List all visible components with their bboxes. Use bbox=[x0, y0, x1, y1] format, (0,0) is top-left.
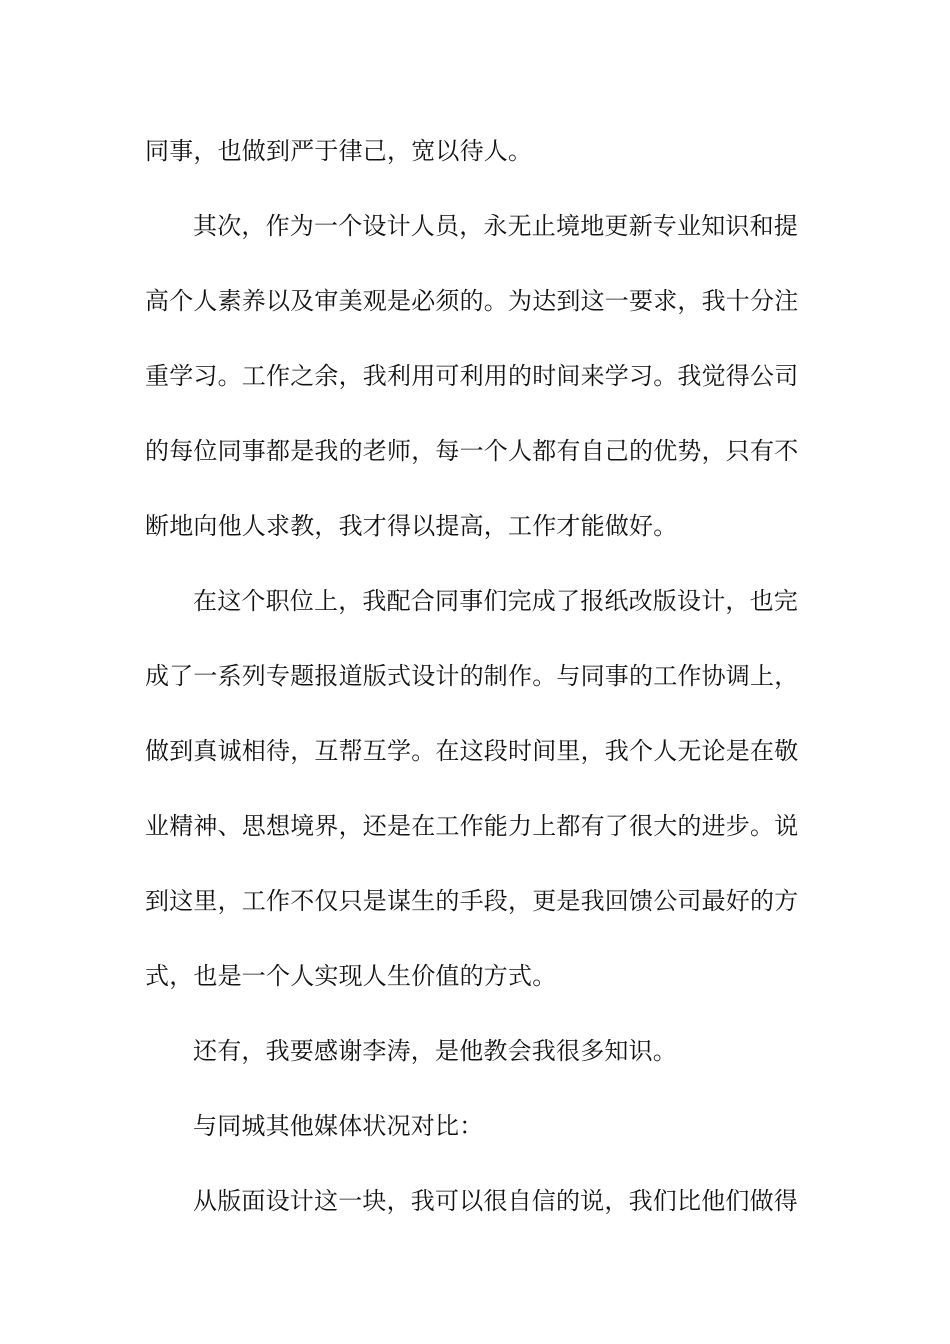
text-line: 到这里，工作不仅只是谋生的手段，更是我回馈公司最好的方 bbox=[145, 887, 799, 915]
paragraph-first-line: 从版面设计这一块，我可以很自信的说，我们比他们做得 bbox=[193, 1187, 798, 1215]
text-line: 重学习。工作之余，我利用可利用的时间来学习。我觉得公司 bbox=[145, 362, 799, 390]
text-line: 业精神、思想境界，还是在工作能力上都有了很大的进步。说 bbox=[145, 812, 799, 840]
text-line: 高个人素养以及审美观是必须的。为达到这一要求，我十分注 bbox=[145, 287, 799, 315]
paragraph-first-line: 与同城其他媒体状况对比： bbox=[193, 1112, 484, 1140]
text-line: 同事，也做到严于律己，宽以待人。 bbox=[145, 137, 533, 165]
paragraph-first-line: 还有，我要感谢李涛，是他教会我很多知识。 bbox=[193, 1037, 677, 1065]
text-line: 的每位同事都是我的老师，每一个人都有自己的优势，只有不 bbox=[145, 437, 799, 465]
text-line: 成了一系列专题报道版式设计的制作。与同事的工作协调上， bbox=[145, 662, 799, 690]
text-line: 断地向他人求教，我才得以提高，工作才能做好。 bbox=[145, 512, 678, 540]
text-line: 做到真诚相待，互帮互学。在这段时间里，我个人无论是在敬 bbox=[145, 737, 799, 765]
paragraph-first-line: 在这个职位上，我配合同事们完成了报纸改版设计，也完 bbox=[193, 587, 798, 615]
text-line: 式，也是一个人实现人生价值的方式。 bbox=[145, 962, 557, 990]
paragraph-first-line: 其次，作为一个设计人员，永无止境地更新专业知识和提 bbox=[193, 212, 798, 240]
